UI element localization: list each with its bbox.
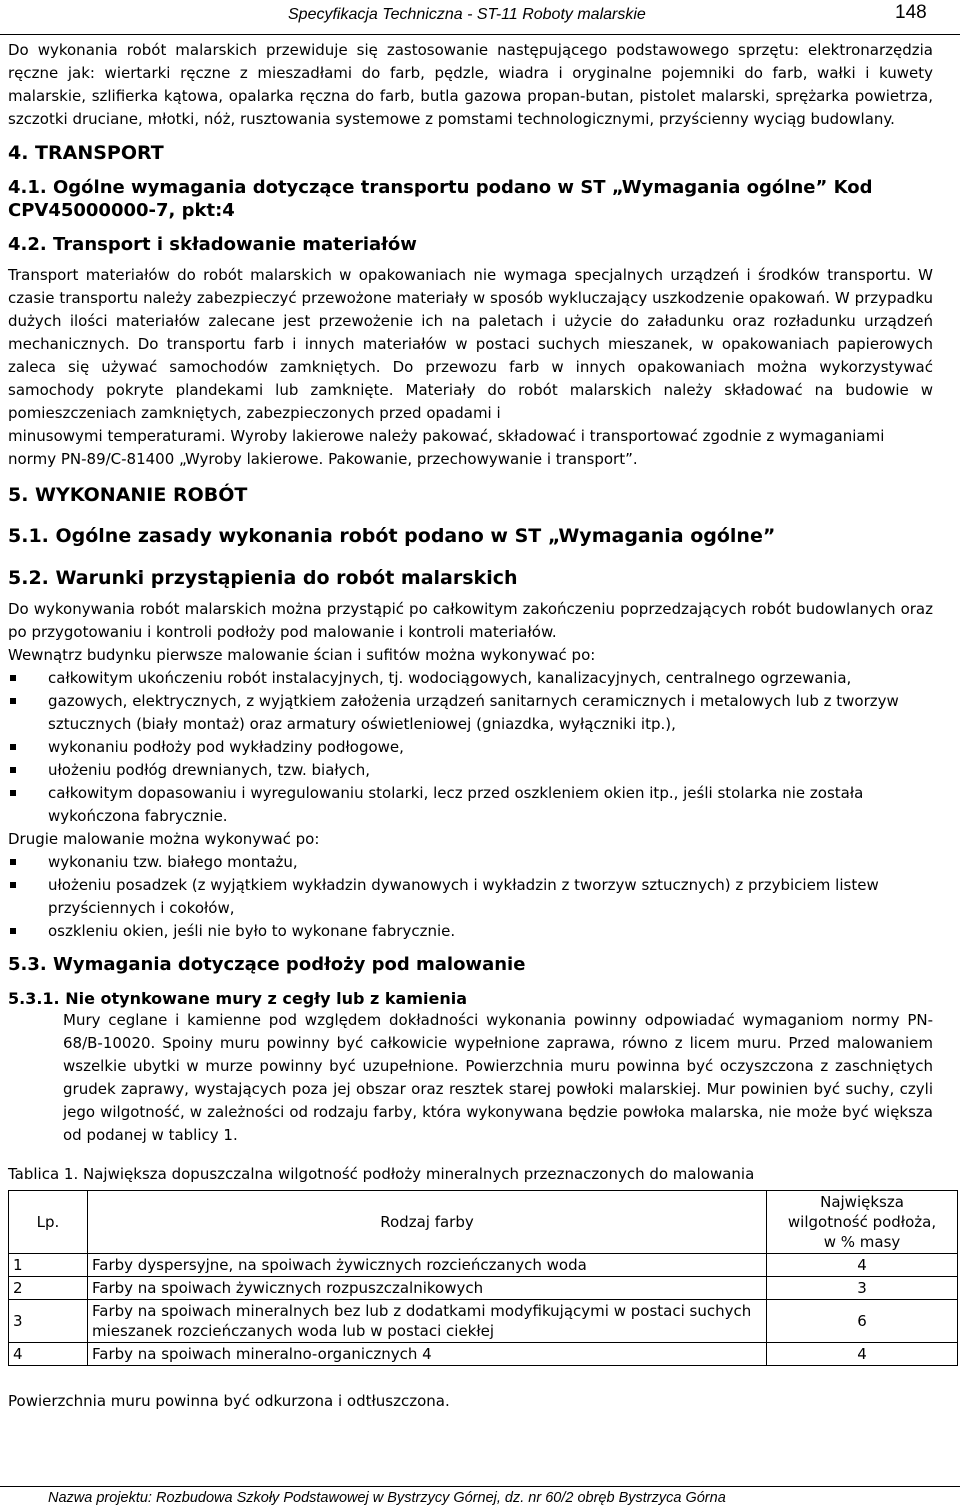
section-4-heading: 4. TRANSPORT [8,142,164,164]
cell-lp: 2 [9,1277,88,1300]
cell-lp: 1 [9,1254,88,1277]
second-paint-list [8,851,933,943]
table-row [9,1343,958,1366]
list-item: wykonaniu tzw. białego montażu, [8,851,933,874]
section-5-2-text: Do wykonywania robót malarskich można przystąpić po całkowitym zakończeniu poprzedzających robót budowlanych oraz po przygotowaniu i kontroli podłoży pod malowanie i kontroli materiałów. [8,600,933,641]
header-max-line-2: wilgotność podłoża, [787,1213,937,1231]
page-number: 148 [895,2,927,23]
section-5-3-1-heading: 5.3.1. Nie otynkowane mury z cegły lub z kamienia [8,989,468,1008]
cell-paint-type: Farby na spoiwach mineralno-organicznych 4 [88,1343,767,1366]
page-header [0,0,960,35]
list-item: gazowych, elektrycznych, z wyjątkiem założenia urządzeń sanitarnych ceramicznych i metalowych lub z tworzyw sztucznych (biały montaż) oraz armatury oświetleniowej (gniazdka, wyłączniki itp.), [8,690,933,736]
second-paint-intro: Drugie malowanie można wykonywać po: [8,830,320,848]
page-content [8,39,937,1413]
cell-value: 6 [767,1300,958,1343]
cell-value: 4 [767,1254,958,1277]
header-title: Specyfikacja Techniczna - ST-11 Roboty malarskie [288,6,646,23]
table-row [9,1300,958,1343]
section-5-heading: 5. WYKONANIE ROBÓT [8,484,248,506]
section-5-2-heading: 5.2. Warunki przystąpienia do robót malarskich [8,567,518,589]
section-4-2-heading: 4.2. Transport i składowanie materiałów [8,234,417,255]
list-item: ułożeniu posadzek (z wyjątkiem wykładzin dywanowych i wykładzin z tworzyw sztucznych) z przybiciem listew przyściennych i cokołów, [8,874,933,920]
table-row [9,1277,958,1300]
first-paint-intro: Wewnątrz budynku pierwsze malowanie ścian i sufitów można wykonywać po: [8,646,596,664]
list-item: oszkleniu okien, jeśli nie było to wykonane fabrycznie. [8,920,933,943]
cell-paint-type: Farby na spoiwach mineralnych bez lub z dodatkami modyfikującymi w postaci suchych mieszanek rozcieńczanych woda lub w postaci ciekłej [88,1300,767,1343]
list-item: całkowitym dopasowaniu i wyregulowaniu stolarki, lecz przed oszkleniem okien itp., jeśli stolarka nie została wykończona fabrycznie. [8,782,933,828]
cell-lp: 4 [9,1343,88,1366]
section-5-1-heading: 5.1. Ogólne zasady wykonania robót podano w ST „Wymagania ogólne” [8,525,776,547]
table-header-row [9,1191,958,1254]
cell-value: 4 [767,1343,958,1366]
intro-paragraph: Do wykonania robót malarskich przewiduje się zastosowanie następującego podstawowego sprzętu: elektronarzędzia ręczne jak: wiertarki ręczne z mieszadłami do farb, pędzle, wiadra i oryginalne pojemniki do farb, wałki i kuwety malarskie, szlifierka kątowa, opalarka ręczna do farb, butla gazowa propan-butan, pistolet malarski, sprężarka powietrza, szczotki druciane, młotki, nóż, rusztowania systemowe z pomstami technologicznymi, przyścienny wyciąg budowlany. [8,41,933,128]
list-item: ułożeniu podłóg drewnianych, tzw. białych, [8,759,933,782]
table-row [9,1254,958,1277]
section-4-1-heading: 4.1. Ogólne wymagania dotyczące transportu podano w ST „Wymagania ogólne” Kod CPV45000000-7, pkt:4 [8,177,873,221]
section-5-3-1-text: Mury ceglane i kamienne pod względem dokładności wykonania powinny odpowiadać wymaganiom normy PN-68/B-10020. Spoiny muru powinny być całkowicie wypełnione zaprawa, równo z licem muru. Przed malowaniem wszelkie ubytki w murze powinny być uzupełnione. Powierzchnia muru powinna być oczyszczona z zaschniętych grudek zaprawy, wystających poza jej obszar oraz resztek starej powłoki malarskiej. Mur powinien być suchy, czyli jego wilgotność, w zależności od rodzaju farby, która wykonywana będzie powłoka malarska, nie może być większa od podanej w tablicy 1. [63,1011,933,1144]
header-max-line-3: w % masy [823,1233,901,1251]
cell-paint-type: Farby na spoiwach żywicznych rozpuszczalnikowych [88,1277,767,1300]
footer-text: Nazwa projektu: Rozbudowa Szkoły Podstawowej w Bystrzycy Górnej, dz. nr 60/2 obręb Bystrzyca Górna [48,1490,726,1506]
list-item: całkowitym ukończeniu robót instalacyjnych, tj. wodociągowych, kanalizacyjnych, centralnego ogrzewania, [8,667,933,690]
list-item: wykonaniu podłoży pod wykładziny podłogowe, [8,736,933,759]
cell-paint-type: Farby dyspersyjne, na spoiwach żywicznych rozcieńczanych woda [88,1254,767,1277]
section-5-3-heading: 5.3. Wymagania dotyczące podłoży pod malowanie [8,954,526,975]
cell-value: 3 [767,1277,958,1300]
header-lp: Lp. [9,1191,88,1254]
first-paint-list [8,667,933,828]
moisture-table [8,1190,958,1366]
cell-lp: 3 [9,1300,88,1343]
header-paint-type: Rodzaj farby [88,1191,767,1254]
section-4-2-text: Transport materiałów do robót malarskich w opakowaniach nie wymaga specjalnych urządzeń i środków transportu. W czasie transportu należy zabezpieczyć przewożone materiały w sposób wykluczający uszkodzenie opakowań. W przypadku dużych ilości materiałów zalecane jest przewożenie ich na paletach i użycie do załadunku oraz rozładunku urządzeń mechanicznych. Do transportu farb i innych materiałów w postaci suchych mieszanek, w opakowaniach papierowych zaleca się używać samochodów zamkniętych. Do przewozu farb w innych opakowaniach można wykorzystywać samochody pokryte plandekami lub zamknięte. Materiały do robót malarskich należy składować na budowie w pomieszczeniach zamkniętych, zabezpieczonych przed opadami i [8,266,933,422]
closing-text: Powierzchnia muru powinna być odkurzona i odtłuszczona. [8,1392,450,1410]
section-4-2-text-continued: minusowymi temperaturami. Wyroby lakierowe należy pakować, składować i transportować zgodnie z wymaganiami normy PN-89/C-81400 „Wyroby lakierowe. Pakowanie, przechowywanie i transport”. [8,427,885,468]
page-footer [0,1486,960,1506]
header-max-line-1: Największa [820,1193,904,1211]
header-max-moisture [767,1191,958,1254]
table-caption: Tablica 1. Największa dopuszczalna wilgotność podłoży mineralnych przeznaczonych do malowania [8,1165,755,1183]
